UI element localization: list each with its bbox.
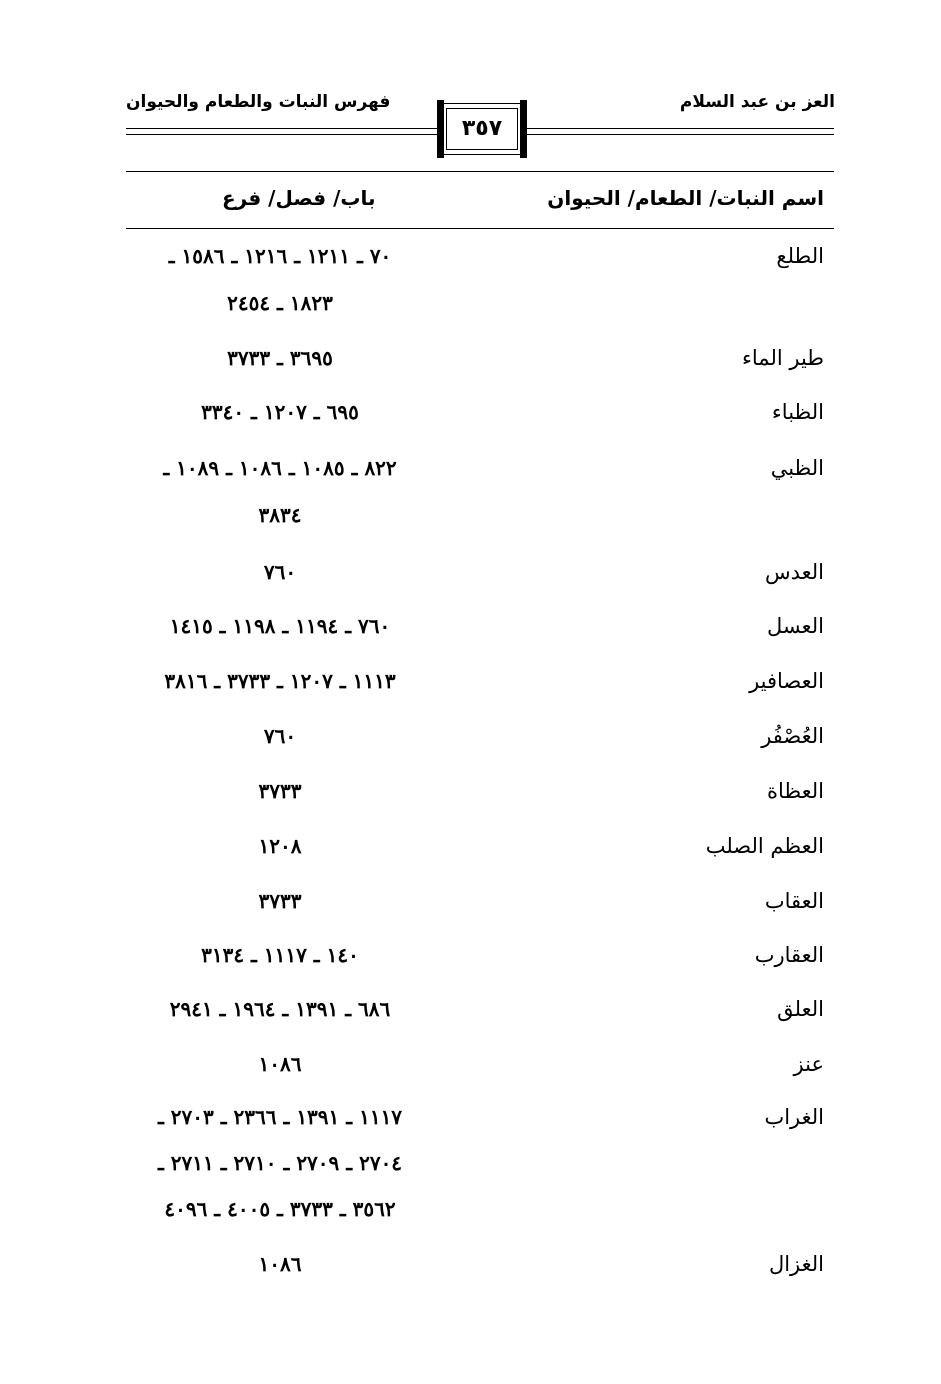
- entry-name: الغراب: [764, 1105, 824, 1129]
- entry-ref-line: ٧٦٠ ـ ١١٩٤ ـ ١١٩٨ ـ ١٤١٥: [169, 614, 391, 638]
- entry-ref-line: ١٠٨٦: [258, 1052, 302, 1076]
- page-box-right-ornament: [520, 100, 527, 158]
- entry-name: العقاب: [764, 889, 824, 913]
- entry-name: الغزال: [768, 1252, 824, 1276]
- running-head-title: فهرس النبات والطعام والحيوان: [126, 92, 391, 112]
- entry-ref-line: ١٢٠٨: [258, 834, 302, 858]
- entry-name: الظبي: [770, 456, 824, 480]
- columns-rule-top: [126, 171, 834, 172]
- entry-ref-line: ٣٨٣٤: [258, 503, 302, 527]
- column-header-name: اسم النبات/ الطعام/ الحيوان: [547, 186, 824, 210]
- entry-name: العقارب: [754, 943, 824, 967]
- entry-ref-line: ١٨٢٣ ـ ٢٤٥٤: [227, 291, 333, 315]
- entry-ref-line: ٧٦٠: [263, 724, 297, 748]
- entry-name: العسل: [766, 614, 824, 638]
- header-rule-bottom-right: [523, 134, 834, 135]
- header-rule-bottom-left: [126, 134, 441, 135]
- entry-name: العدس: [764, 560, 824, 584]
- entry-ref-line: ١٠٨٦: [258, 1252, 302, 1276]
- entry-ref-line: ٧٦٠: [263, 560, 297, 584]
- entry-name: العظاة: [767, 779, 824, 803]
- page-box-left-ornament: [437, 100, 444, 158]
- entry-ref-line: ٦٨٦ ـ ١٣٩١ ـ ١٩٦٤ ـ ٢٩٤١: [169, 997, 391, 1021]
- entry-name: طير الماء: [742, 346, 824, 370]
- running-head-author: العز بن عبد السلام: [679, 92, 835, 112]
- entry-ref-line: ٣٦٩٥ ـ ٣٧٣٣: [227, 346, 333, 370]
- column-header-ref: باب/ فصل/ فرع: [222, 186, 376, 210]
- entry-name: العظم الصلب: [705, 834, 824, 858]
- entry-ref-line: ١١١٧ ـ ١٣٩١ ـ ٢٣٦٦ ـ ٢٧٠٣ ـ: [157, 1105, 403, 1129]
- header-rule-top-left: [126, 128, 441, 129]
- entry-name: عنز: [793, 1052, 824, 1076]
- header-rule-top-right: [523, 128, 834, 129]
- columns-rule-bottom: [126, 228, 834, 229]
- entry-name: الطلع: [776, 244, 824, 268]
- entry-ref-line: ٧٠ ـ ١٢١١ ـ ١٢١٦ ـ ١٥٨٦ ـ: [168, 244, 392, 268]
- entry-ref-line: ٣٧٣٣: [258, 889, 302, 913]
- entry-ref-line: ٢٧٠٤ ـ ٢٧٠٩ ـ ٢٧١٠ ـ ٢٧١١ ـ: [157, 1151, 403, 1175]
- entry-ref-line: ٣٧٣٣: [258, 779, 302, 803]
- entry-ref-line: ٣٥٦٢ ـ ٣٧٣٣ ـ ٤٠٠٥ ـ ٤٠٩٦: [164, 1197, 396, 1221]
- entry-name: الظباء: [771, 400, 824, 424]
- entry-ref-line: ١١١٣ ـ ١٢٠٧ ـ ٣٧٣٣ ـ ٣٨١٦: [164, 669, 396, 693]
- entry-ref-line: ١٤٠ ـ ١١١٧ ـ ٣١٣٤: [201, 943, 359, 967]
- entry-name: العُصْفُر: [761, 724, 824, 748]
- entry-name: العلق: [777, 997, 824, 1021]
- entry-ref-line: ٦٩٥ ـ ١٢٠٧ ـ ٣٣٤٠: [201, 400, 359, 424]
- entry-ref-line: ٨٢٢ ـ ١٠٨٥ ـ ١٠٨٦ ـ ١٠٨٩ ـ: [163, 456, 397, 480]
- entry-name: العصافير: [749, 669, 824, 693]
- page-number: ٣٥٧: [461, 116, 503, 141]
- page-number-box: [441, 103, 523, 155]
